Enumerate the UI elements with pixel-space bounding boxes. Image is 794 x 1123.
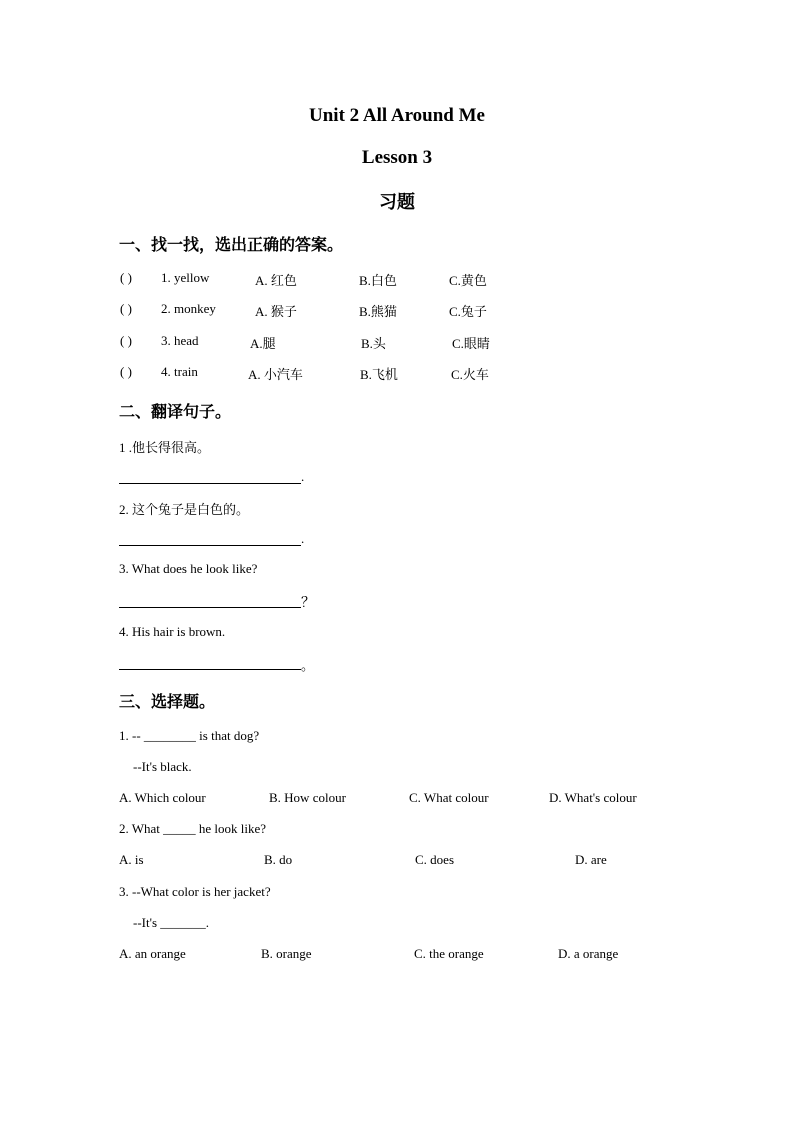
option-b: B.熊猫 (359, 304, 397, 319)
section1-heading: 一、找一找，选出正确的答案。 (119, 235, 344, 254)
option-b: B.飞机 (360, 367, 398, 382)
unit-title: Unit 2 All Around Me (309, 105, 485, 126)
answer-paren: ( ) (120, 270, 132, 285)
option-c: C. the orange (414, 946, 484, 961)
option-b: B. orange (261, 946, 312, 961)
question-word: 1. yellow (161, 270, 210, 285)
answer-line[interactable] (119, 607, 301, 608)
question-text: 3. --What color is her jacket? (119, 884, 271, 899)
answer-line[interactable] (119, 669, 301, 670)
option-d: D. a orange (558, 946, 619, 961)
line-end-punct: ？ (301, 596, 315, 611)
question-word: 4. train (161, 364, 198, 379)
option-a: A. 猴子 (255, 304, 297, 319)
option-a: A. 小汽车 (248, 367, 303, 382)
option-b: B. How colour (269, 790, 346, 805)
translate-prompt: 1 .他长得很高。 (119, 440, 211, 455)
option-d: D. are (575, 852, 607, 867)
option-c: C.眼睛 (452, 336, 490, 351)
section3-heading: 三、选择题。 (119, 692, 216, 711)
option-a: A. 红色 (255, 273, 297, 288)
option-a: A. Which colour (119, 790, 206, 805)
section2-heading: 二、翻译句子。 (119, 402, 232, 421)
option-c: C. What colour (409, 790, 489, 805)
option-b: B. do (264, 852, 293, 867)
option-b: B.头 (361, 336, 386, 351)
answer-paren: ( ) (120, 301, 132, 316)
option-c: C.火车 (451, 367, 489, 382)
line-end-punct: . (301, 531, 305, 546)
option-d: D. What's colour (549, 790, 637, 805)
answer-text: --It's _______. (133, 915, 210, 930)
line-end-punct: . (301, 469, 305, 484)
exercise-subtitle: 习题 (379, 192, 415, 213)
option-c: C.黄色 (449, 273, 487, 288)
option-a: A.腿 (250, 336, 276, 351)
option-b: B.白色 (359, 273, 397, 288)
question-word: 3. head (161, 333, 199, 348)
answer-line[interactable] (119, 545, 301, 546)
translate-prompt: 2. 这个兔子是白色的。 (119, 502, 250, 517)
question-text: 2. What _____ he look like? (119, 821, 267, 836)
question-text: 1. -- ________ is that dog? (119, 728, 260, 743)
translate-prompt: 3. What does he look like? (119, 561, 258, 576)
option-a: A. an orange (119, 946, 186, 961)
answer-paren: ( ) (120, 333, 132, 348)
option-c: C. does (415, 852, 454, 867)
option-a: A. is (119, 852, 144, 867)
answer-text: --It's black. (133, 759, 192, 774)
lesson-title: Lesson 3 (361, 147, 433, 168)
option-c: C.兔子 (449, 304, 487, 319)
answer-line[interactable] (119, 483, 301, 484)
line-end-punct: 。 (301, 658, 315, 673)
question-word: 2. monkey (161, 301, 216, 316)
answer-paren: ( ) (120, 364, 132, 379)
translate-prompt: 4. His hair is brown. (119, 624, 226, 639)
